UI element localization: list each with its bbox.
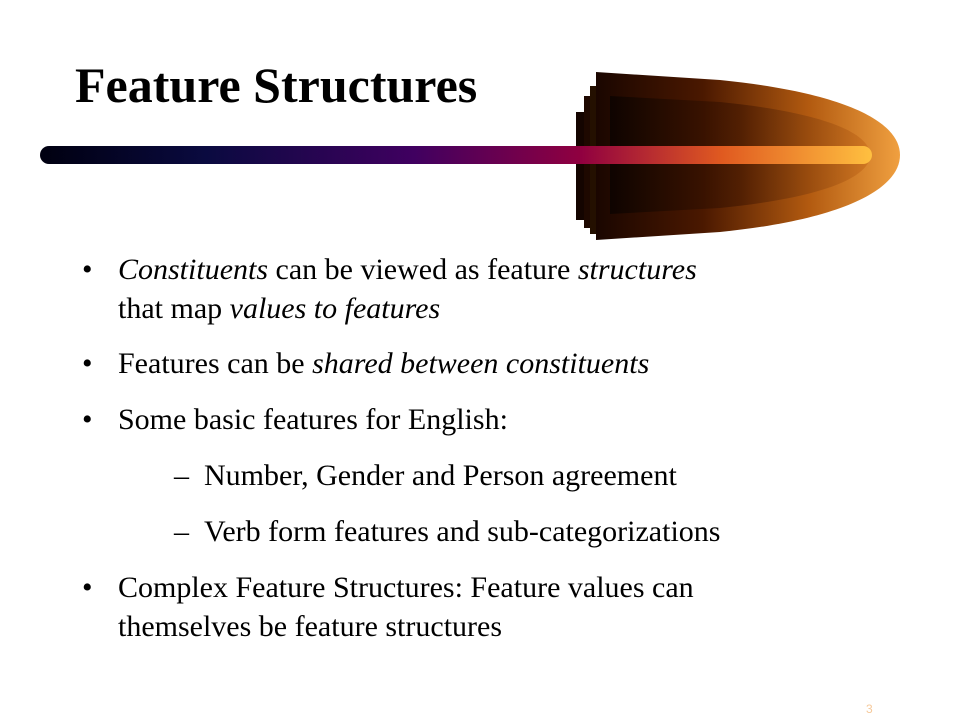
item-text: Verb form features and sub-categorizations — [204, 515, 721, 548]
item-text: that map — [118, 292, 230, 325]
list-item-line — [118, 289, 862, 328]
title-decoration — [0, 0, 960, 260]
bullet-glyph: • — [82, 253, 93, 286]
item-text: Some basic features for English: — [118, 403, 508, 436]
bullet-glyph: • — [82, 571, 93, 604]
bullet-glyph: • — [82, 403, 93, 436]
item-text-italic: Constituents — [118, 253, 269, 286]
list-item-line — [118, 344, 862, 383]
dash-glyph: – — [174, 515, 189, 548]
list-item-line — [118, 250, 862, 289]
list-item-line — [204, 456, 862, 495]
list-item-line — [118, 400, 862, 439]
item-text: themselves be feature structures — [118, 610, 503, 643]
sub-list-item — [82, 512, 862, 551]
list-item — [82, 250, 862, 328]
sub-list-item — [82, 456, 862, 495]
item-text-italic: shared between constituents — [312, 347, 650, 380]
list-item — [82, 568, 862, 646]
item-text: Number, Gender and Person agreement — [204, 459, 677, 492]
bullet-glyph: • — [82, 347, 93, 380]
slide-title: Feature Structures — [75, 57, 478, 113]
slide-number: 3 — [866, 702, 873, 716]
list-item — [82, 400, 862, 439]
item-text-italic: structures — [577, 253, 697, 286]
bullet-list — [82, 250, 862, 646]
item-text-italic: values to features — [229, 292, 441, 325]
decor-gradient-bar — [40, 146, 872, 164]
dash-glyph: – — [174, 459, 189, 492]
item-text: Complex Feature Structures: Feature values can — [118, 571, 694, 604]
item-text: Features can be — [118, 347, 313, 380]
item-text: can be viewed as feature — [268, 253, 578, 286]
list-item-line — [118, 607, 862, 646]
list-item — [82, 344, 862, 383]
list-item-line — [118, 568, 862, 607]
list-item-line — [204, 512, 862, 551]
